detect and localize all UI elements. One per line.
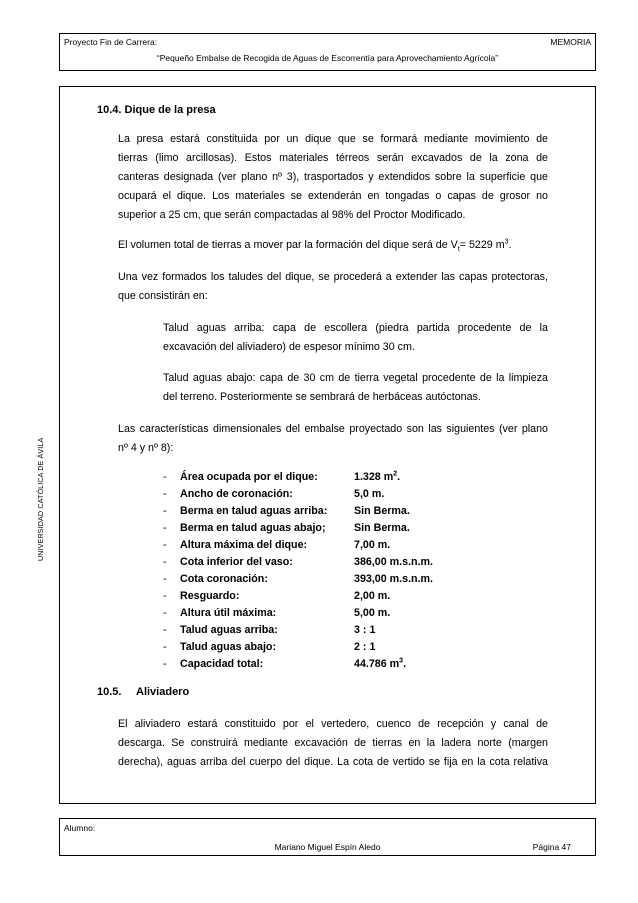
text-line: excavación del aliviadero) de espesor mínimo 30 cm. — [163, 341, 415, 353]
volume-end: . — [508, 239, 512, 251]
text-line: ocupará el dique. Los materiales se extenderán en tongadas o capas de grosor no — [118, 190, 548, 202]
volume-paragraph — [118, 236, 548, 255]
page-number: Página 47 — [532, 842, 571, 852]
characteristics-intro — [118, 420, 548, 458]
upstream-slope-item — [163, 319, 548, 357]
text-line: Talud aguas abajo: capa de 30 cm de tierra vegetal procedente de la limpieza — [163, 372, 548, 384]
page-header — [59, 33, 596, 71]
student-name: Mariano Miguel Espín Aledo — [274, 842, 381, 852]
text-line: Una vez formados los taludes del dique, se procederá a extender las capas protectoras, — [118, 271, 548, 283]
volume-value: = 5229 m — [459, 239, 505, 251]
text-line: del terreno. Posteriormente se sembrará de herbáceas autóctonas. — [163, 391, 481, 403]
volume-subscript: t — [457, 246, 460, 254]
text-line — [118, 236, 548, 255]
text-line: Talud aguas arriba: capa de escollera (piedra partida procedente de la — [163, 322, 548, 334]
text-line: que consistirán en: — [118, 290, 208, 302]
section-10-5-number: 10.5. — [97, 686, 122, 698]
section-10-4-heading: 10.4. Dique de la presa — [97, 104, 216, 116]
section-10-5-title: Aliviadero — [136, 686, 190, 698]
aliviadero-paragraph — [118, 715, 548, 772]
downstream-slope-item — [163, 369, 548, 407]
text-line: descarga. Se construirá mediante excavación de tierras en la ladera norte (margen — [118, 737, 548, 749]
text-line: La presa estará constituida por un dique que se formará mediante movimiento de — [118, 133, 548, 145]
text-line: canteras designada (ver plano nº 3), trasportados y extendidos sobre la superficie que — [118, 171, 548, 183]
volume-superscript: 3 — [504, 238, 509, 246]
project-title: “Pequeño Embalse de Recogida de Aguas de Escorrentía para Aprovechamiento Agrícola” — [156, 53, 499, 63]
text-line: superior a 25 cm, que serán compactadas al 98% del Proctor Modificado. — [118, 209, 466, 221]
volume-text: El volumen total de tierras a mover par la formación del dique será de V — [118, 239, 458, 251]
text-line: derecha), aguas arriba del cuerpo del dique. La cota de vertido se fija en la cota relativa — [118, 756, 548, 768]
page-footer — [59, 818, 596, 856]
text-line: nº 4 y nº 8): — [118, 442, 174, 454]
text-line: tierras (limo arcillosas). Estos materiales térreos serán excavados de la zona de — [118, 152, 548, 164]
university-sidebar — [36, 381, 45, 561]
text-line: Las características dimensionales del embalse proyectado son las siguientes (ver plano — [118, 423, 548, 435]
document-section: MEMORIA — [550, 37, 591, 47]
project-label: Proyecto Fin de Carrera: — [64, 37, 158, 47]
text-line: El aliviadero estará constituido por el vertedero, cuenco de recepción y canal de — [118, 718, 548, 730]
dique-paragraph-1 — [118, 130, 548, 225]
university-name: UNIVERSIDAD CATÓLICA DE ÁVILA — [36, 437, 45, 561]
protective-layers-paragraph — [118, 268, 548, 306]
student-label: Alumno: — [64, 823, 96, 833]
